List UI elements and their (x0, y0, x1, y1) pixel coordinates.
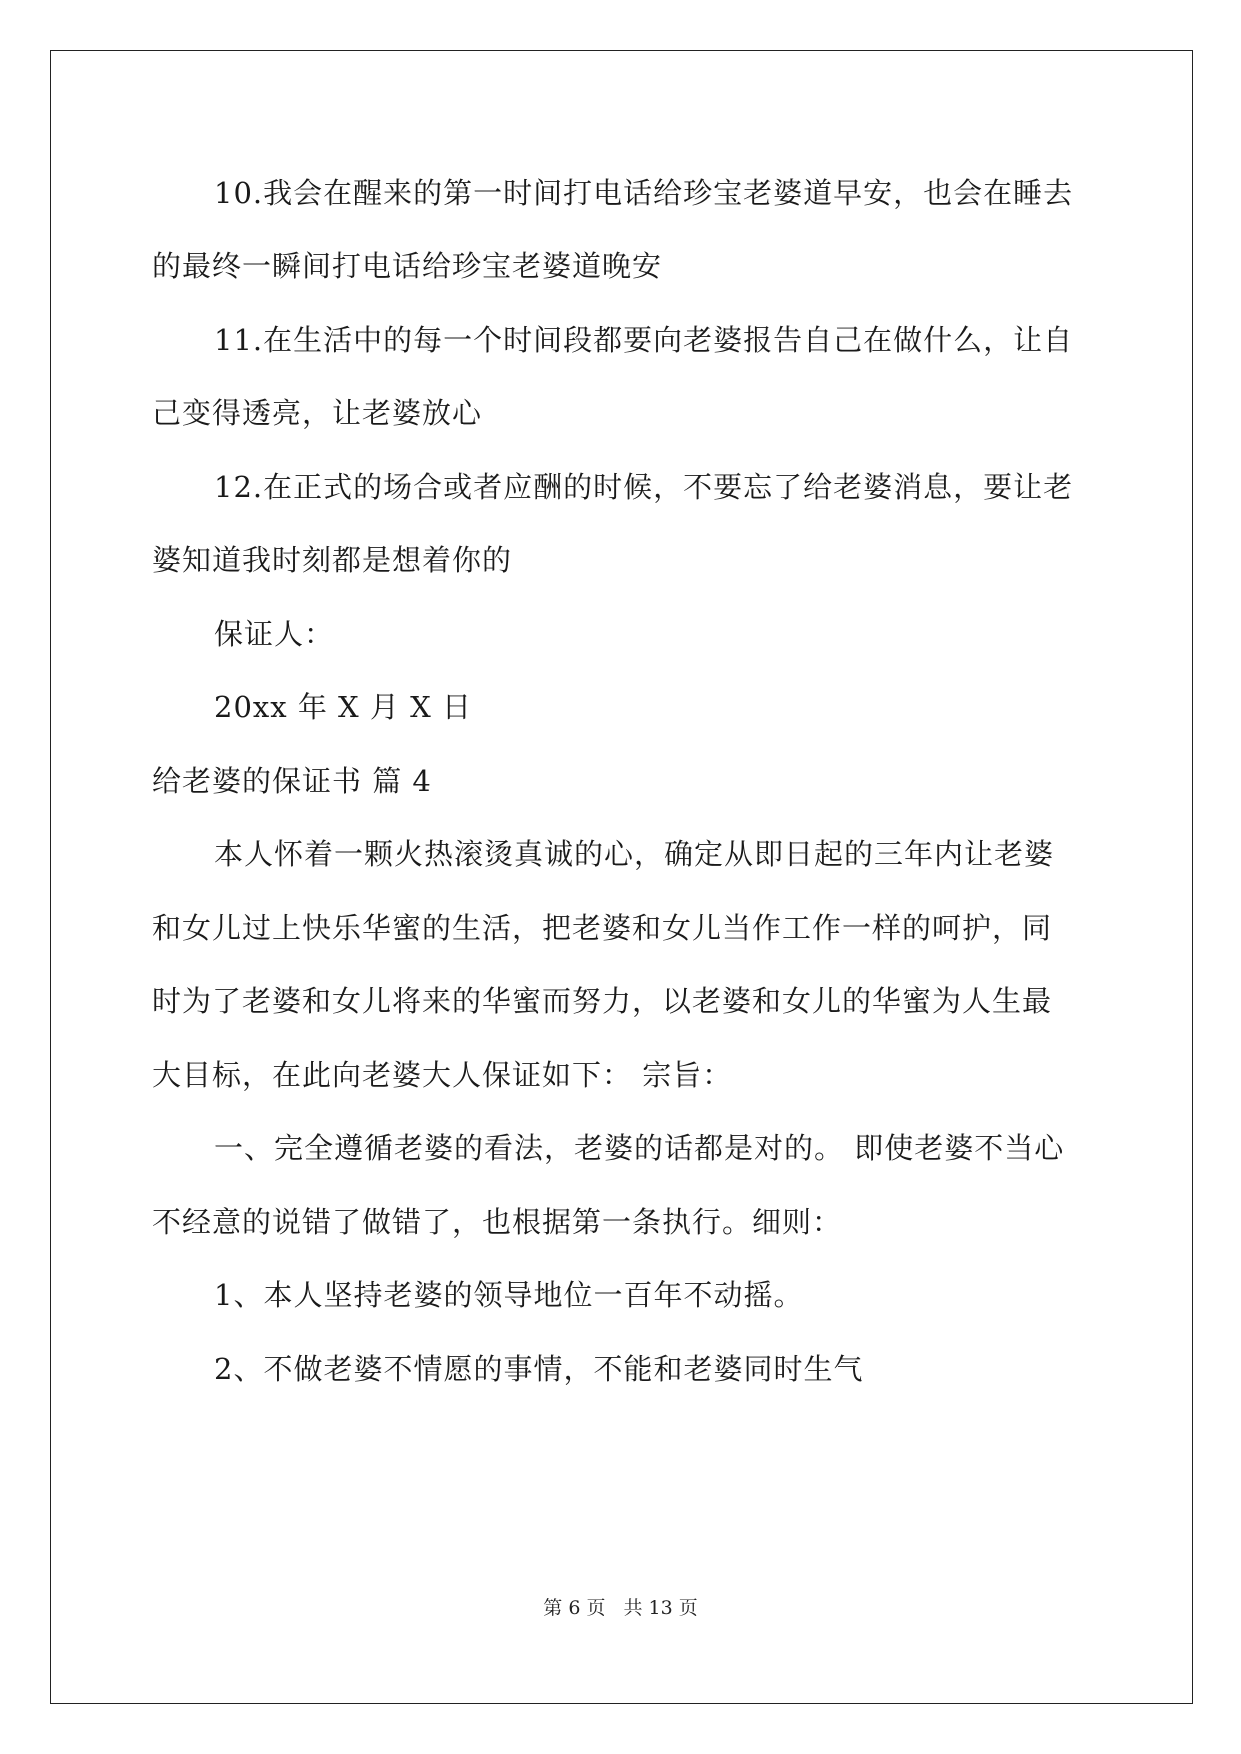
list-item: 1、本人坚持老婆的领导地位一百年不动摇。 (214, 1278, 804, 1312)
paragraph-line: 大目标，在此向老婆大人保证如下： 宗旨： (152, 1058, 733, 1092)
page-number: 第 6 页 (543, 1597, 606, 1619)
date-line: 20xx 年 X 月 X 日 (214, 690, 472, 724)
paragraph-line: 和女儿过上快乐华蜜的生活，把老婆和女儿当作工作一样的呵护，同 (152, 911, 1053, 945)
page-footer (0, 1596, 1241, 1620)
paragraph-line: 不经意的说错了做错了，也根据第一条执行。细则： (152, 1205, 843, 1239)
page-border (50, 50, 1193, 1704)
paragraph-line: 12.在正式的场合或者应酬的时候，不要忘了给老婆消息，要让老 (214, 470, 1074, 504)
guarantor-label: 保证人： (214, 617, 335, 651)
paragraph-line: 时为了老婆和女儿将来的华蜜而努力，以老婆和女儿的华蜜为人生最 (152, 984, 1053, 1018)
paragraph-line: 婆知道我时刻都是想着你的 (152, 543, 513, 577)
paragraph-line: 己变得透亮，让老婆放心 (152, 396, 483, 430)
section-heading: 给老婆的保证书 篇 4 (152, 764, 432, 798)
list-item: 2、不做老婆不情愿的事情，不能和老婆同时生气 (214, 1352, 864, 1386)
paragraph-line: 10.我会在醒来的第一时间打电话给珍宝老婆道早安，也会在睡去 (214, 176, 1074, 210)
paragraph-line: 11.在生活中的每一个时间段都要向老婆报告自己在做什么，让自 (214, 323, 1074, 357)
paragraph-line: 的最终一瞬间打电话给珍宝老婆道晚安 (152, 249, 663, 283)
total-pages: 共 13 页 (623, 1597, 698, 1619)
paragraph-line: 一、完全遵循老婆的看法，老婆的话都是对的。 即使老婆不当心 (214, 1131, 1065, 1165)
paragraph-line: 本人怀着一颗火热滚烫真诚的心，确定从即日起的三年内让老婆 (214, 837, 1055, 871)
